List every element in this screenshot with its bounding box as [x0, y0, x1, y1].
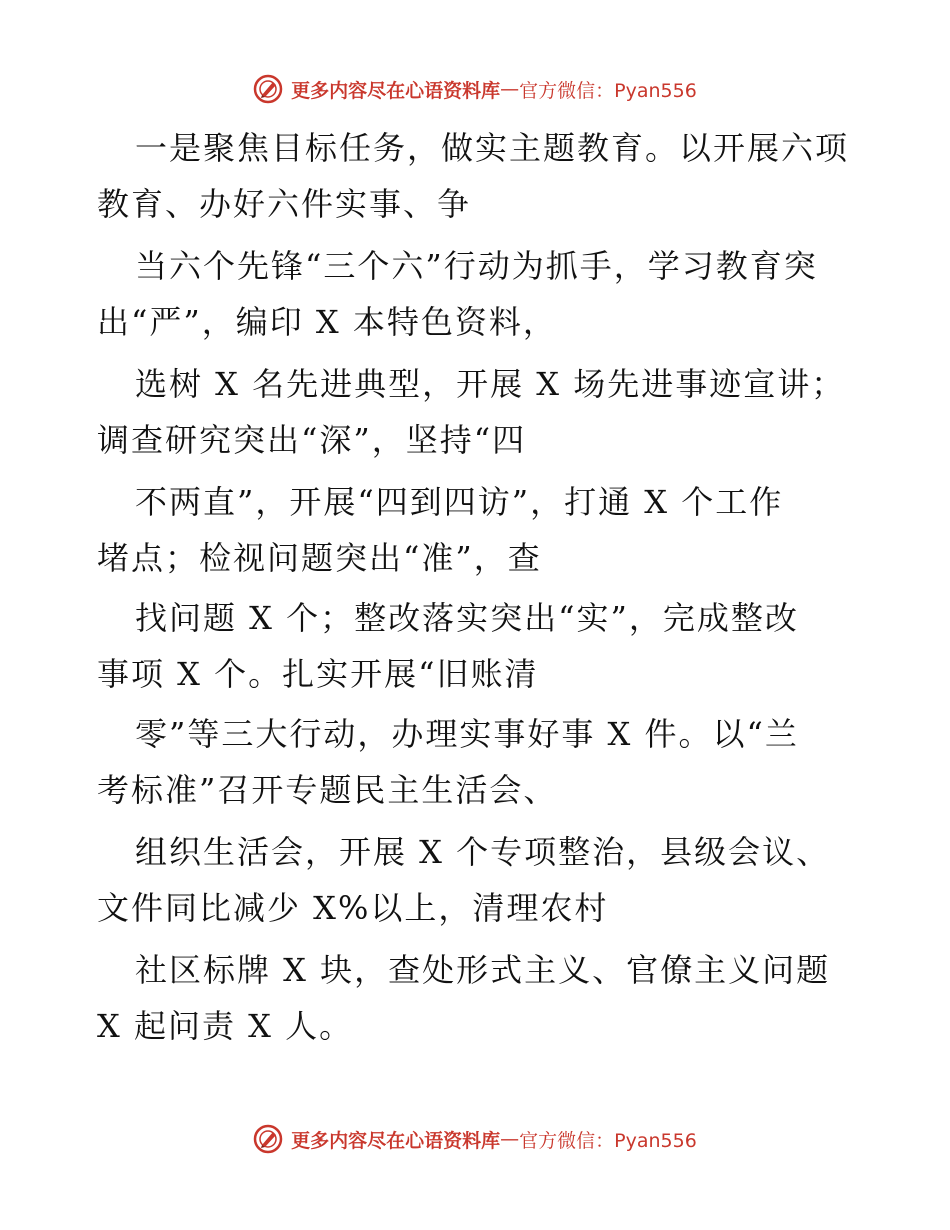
pen-logo-icon: [253, 1124, 283, 1154]
text-line: 事项 X 个。扎实开展“旧账清: [97, 655, 539, 693]
text-line: 一是聚焦目标任务，做实主题教育。以开展六项: [135, 129, 850, 167]
text-line: 选树 X 名先进典型，开展 X 场先进事迹宣讲；: [135, 365, 846, 403]
watermark-brand: 更多内容尽在心语资料库: [291, 79, 501, 102]
watermark-brand: 更多内容尽在心语资料库: [291, 1129, 501, 1152]
text-line: 组织生活会，开展 X 个专项整治，县级会议、: [135, 833, 831, 871]
watermark-wechat: 官方微信：Pyan556: [519, 1129, 697, 1152]
text-line: 不两直”，开展“四到四访”，打通 X 个工作: [135, 483, 784, 521]
text-line: 考标准”召开专题民主生活会、: [97, 771, 558, 809]
text-line: 文件同比减少 X%以上，清理农村: [97, 889, 609, 927]
watermark-separator: —: [500, 1128, 520, 1150]
watermark-wechat: 官方微信：Pyan556: [519, 79, 697, 102]
text-line: 社区标牌 X 块，查处形式主义、官僚主义问题: [135, 951, 831, 989]
text-line: 当六个先锋“三个六”行动为抓手，学习教育突: [135, 247, 818, 285]
text-line: 零”等三大行动，办理实事好事 X 件。以“兰: [135, 715, 799, 753]
text-line: 出“严”，编印 X 本特色资料，: [97, 303, 557, 341]
text-line: 调查研究突出“深”，坚持“四: [97, 421, 527, 459]
text-line: 找问题 X 个；整改落实突出“实”，完成整改: [135, 599, 799, 637]
watermark-footer: [0, 1124, 950, 1154]
text-line: 教育、办好六件实事、争: [97, 185, 472, 223]
pen-logo-icon: [253, 74, 283, 104]
text-line: X 起问责 X 人。: [97, 1007, 354, 1045]
watermark-header: [0, 74, 950, 104]
watermark-separator: —: [500, 78, 520, 100]
text-line: 堵点；检视问题突出“准”，查: [97, 539, 542, 577]
